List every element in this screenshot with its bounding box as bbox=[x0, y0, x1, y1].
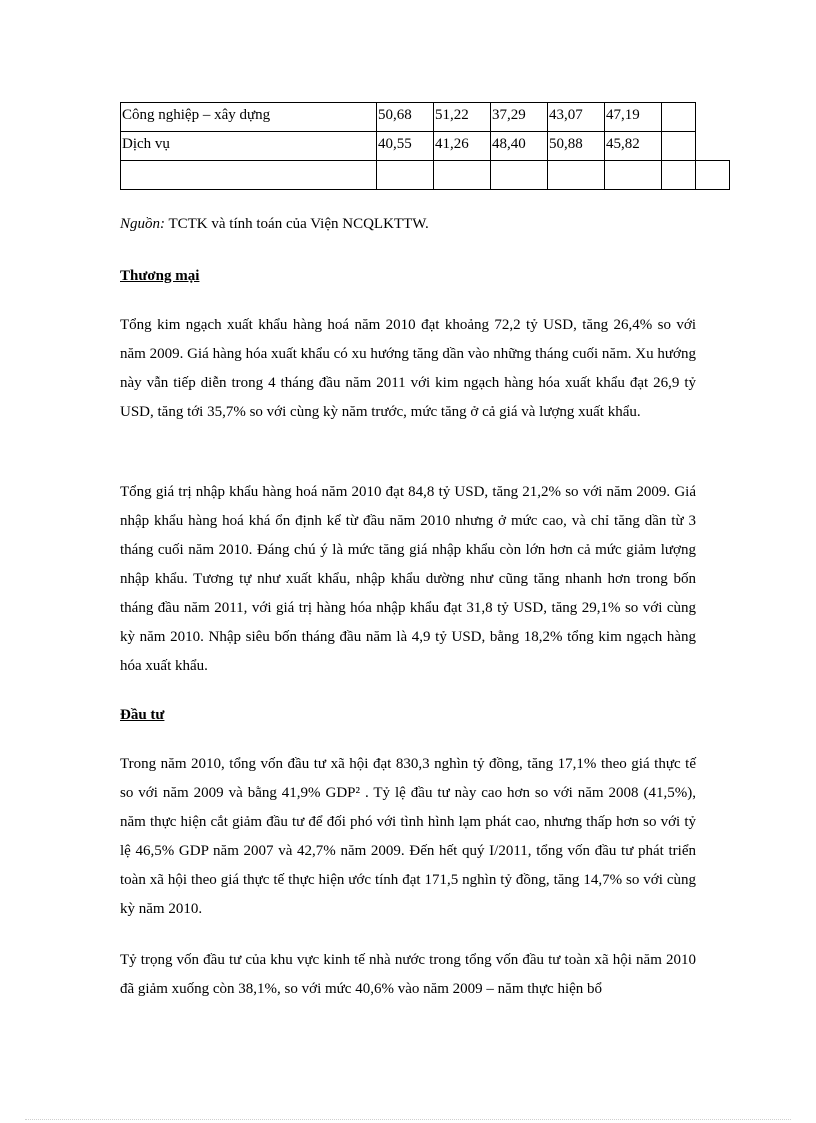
table-cell bbox=[696, 132, 730, 161]
table-cell bbox=[377, 161, 434, 190]
page-bottom-divider bbox=[25, 1119, 791, 1120]
paragraph-investment-total: Trong năm 2010, tổng vốn đầu tư xã hội đạt 830,3 nghìn tỷ đồng, tăng 17,1% theo giá thực tế so với năm 2009 và bằng 41,9% GDP² . Tỷ lệ đầu tư này cao hơn so với năm 2008 (41,5%), năm thực hiện cắt giảm đầu tư để đối phó với tình hình lạm phát cao, nhưng thấp hơn so với tỷ lệ 46,5% GDP năm 2007 và 42,7% năm 2009. Đến hết quý I/2011, tổng vốn đầu tư phát triển toàn xã hội theo giá thực tế thực hiện ước tính đạt 171,5 nghìn tỷ đồng, tăng 14,7% so với cùng kỳ năm 2010. bbox=[120, 756, 696, 917]
source-text: TCTK và tính toán của Viện NCQLKTTW. bbox=[165, 216, 429, 232]
table-row bbox=[121, 103, 730, 132]
table-row bbox=[121, 132, 730, 161]
table-cell: 43,07 bbox=[548, 103, 605, 132]
heading-investment: Đầu tư bbox=[120, 707, 165, 723]
paragraph-import: Tổng giá trị nhập khẩu hàng hoá năm 2010 đạt 84,8 tỷ USD, tăng 21,2% so với năm 2009. Giá nhập khẩu hàng hoá khá ổn định kể từ đầu năm 2010 nhưng ở mức cao, và chỉ tăng dần từ 3 tháng cuối năm 2010. Đáng chú ý là mức tăng giá nhập khẩu còn lớn hơn cả mức giảm lượng nhập khẩu. Tương tự như xuất khẩu, nhập khẩu dường như cũng tăng nhanh hơn trong bốn tháng đầu năm 2011, với giá trị hàng hóa nhập khẩu đạt 31,8 tỷ USD, tăng 29,1% so với cùng kỳ năm 2010. Nhập siêu bốn tháng đầu năm là 4,9 tỷ USD, bằng 18,2% tổng kim ngạch hàng hóa xuất khẩu. bbox=[120, 484, 696, 674]
source-note bbox=[120, 214, 429, 234]
data-table bbox=[120, 102, 730, 190]
table-cell bbox=[696, 103, 730, 132]
table-cell: 45,82 bbox=[605, 132, 662, 161]
table-cell: 48,40 bbox=[491, 132, 548, 161]
table-cell: 41,26 bbox=[434, 132, 491, 161]
paragraph-investment-share: Tỷ trọng vốn đầu tư của khu vực kinh tế nhà nước trong tổng vốn đầu tư toàn xã hội năm 2010 đã giảm xuống còn 38,1%, so với mức 40,6% vào năm 2009 – năm thực hiện bổ bbox=[120, 952, 696, 997]
table-cell bbox=[548, 161, 605, 190]
table-cell bbox=[696, 161, 730, 190]
table-cell bbox=[121, 161, 377, 190]
table-cell: 37,29 bbox=[491, 103, 548, 132]
table-cell bbox=[662, 103, 696, 132]
table-cell: 40,55 bbox=[377, 132, 434, 161]
table-cell: 50,68 bbox=[377, 103, 434, 132]
table-cell: 50,88 bbox=[548, 132, 605, 161]
table-cell bbox=[491, 161, 548, 190]
heading-trade: Thương mại bbox=[120, 268, 200, 284]
source-label: Nguồn: bbox=[120, 216, 165, 232]
table-row bbox=[121, 161, 730, 190]
row-label: Công nghiệp – xây dựng bbox=[121, 103, 377, 132]
paragraph-export: Tổng kim ngạch xuất khẩu hàng hoá năm 2010 đạt khoảng 72,2 tỷ USD, tăng 26,4% so với năm 2009. Giá hàng hóa xuất khẩu có xu hướng tăng dần vào những tháng cuối năm. Xu hướng này vẫn tiếp diễn trong 4 tháng đầu năm 2011 với kim ngạch hàng hóa xuất khẩu đạt 26,9 tỷ USD, tăng tới 35,7% so với cùng kỳ năm trước, mức tăng ở cả giá và lượng xuất khẩu. bbox=[120, 317, 696, 420]
row-label: Dịch vụ bbox=[121, 132, 377, 161]
table-cell bbox=[605, 161, 662, 190]
table-cell: 51,22 bbox=[434, 103, 491, 132]
table-cell: 47,19 bbox=[605, 103, 662, 132]
table-cell bbox=[662, 161, 696, 190]
table-cell bbox=[434, 161, 491, 190]
table-cell bbox=[662, 132, 696, 161]
